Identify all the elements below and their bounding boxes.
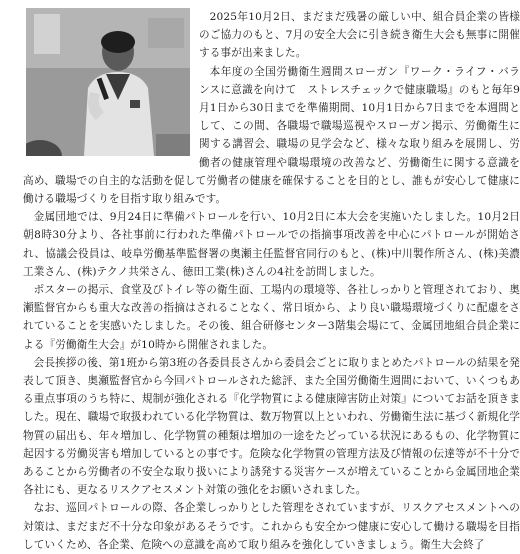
paragraph-6: なお、巡回パトロールの際、各企業しっかりとした管理をされていますが、リスクアセスメントへの対策は、まだまだ不十分な印象があるそうです。これからも安全かつ健康に安心して働ける職場を目指していくため、各企業、危険への意識を高めて取り組みを強化していきましょう。衛生大会終了 bbox=[23, 502, 520, 551]
paragraph-3: 金属団地では、9月24日に準備パトロールを行い、10月2日に本大会を実施いたしました。10月2日朝8時30分より、各社事前に行われた準備パトロールでの指摘事項改善を中心にパトロールが開始され、協議会役員は、岐阜労働基準監督署の奥瀬主任監督官同行のもと、(株)中川製作所さん、(株)美濃工業さん、(株)テクノ共栄さん、徳田工業(株)さんの4社を訪問しました。 bbox=[23, 211, 520, 278]
paragraph-4: ポスターの掲示、食堂及びトイレ等の衛生面、工場内の環境等、各社しっかりと管理されており、奥瀬監督官からも重大な改善の指摘はされることなく、常日頃から、より良い職場環境づくりに配慮をされていることを実感いたしました。その後、組合研修センター3階集会場にて、金属団地組合員企業による『労働衛生大会』が10時から開催されました。 bbox=[23, 284, 520, 351]
paragraph-5: 会長挨拶の後、第1班から第3班の各委員長さんから委員会ごとに取りまとめたパトロールの結果を発表して頂き、奥瀬監督官から今回パトロールされた総評、また全国労働衛生週間において、いくつもある重点事項のうち特に、規制が強化される『化学物質による健康障害防止対策』についてお話を頂きました。現在、職場で取扱われている化学物質は、数万物質以上といわれ、労働衛生法に基づく新規化学物質の届出も、年々増加し、化学物質の種類は増加の一途をたどっている状況にあるもの、化学物質に起因する労働災害も増加しているとの事です。危険な化学物質の管理方法及び情報の伝達等が不十分であることから労働者の不安全な取り扱いにより誘発する災害ケースが増えていることから金属団地企業各社にも、更なるリスクアセスメント対策の強化をお願いされました。 bbox=[23, 356, 520, 497]
photo-spacer bbox=[23, 8, 199, 160]
paragraph-1: 2025年10月2日、まだまだ残暑の厳しい中、組合員企業の皆様のご協力のもと、7月の安全大会に引き続き衛生大会も無事に開催する事が出来ました。 bbox=[199, 11, 520, 60]
paragraph-2: 本年度の全国労働衛生週間スローガン『ワーク・ライフ・バランスに意識を向けて ストレスチェックで健康職場』のもと毎年9月1日から30日までを準備期間、10月1日から7日までを本週間として、この間、各職場で職場巡視やスローガン掲示、労働衛生に関する講習会、職場の見学会など、様々な取り組みを展開し、労働者の健康管理や職場環境の改善など、労働衛生に関する意識を高め、職場での自主的な活動を促して労働者の健康を確保することを目的とし、誰もが安心して健康に働ける職場づくりを目指す取り組みです。 bbox=[23, 65, 520, 206]
article-body bbox=[23, 8, 520, 554]
